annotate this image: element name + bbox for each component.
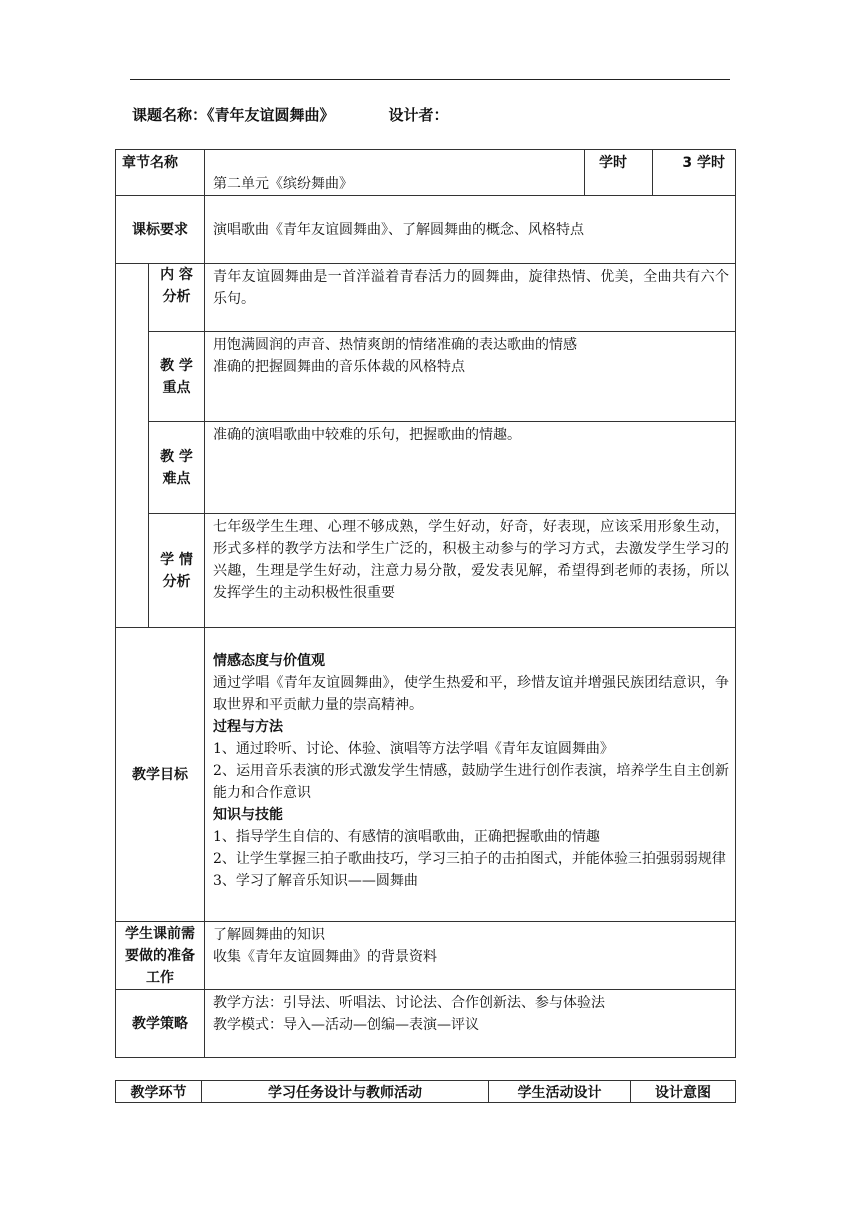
strategy-label: 教学策略 (116, 990, 205, 1058)
key-point-1: 用饱满圆润的声音、热情爽朗的情绪准确的表达歌曲的情感 (213, 337, 577, 353)
difficulties-label (149, 422, 205, 514)
top-rule (130, 79, 730, 80)
student-analysis-row (116, 514, 736, 628)
curriculum-label: 课标要求 (116, 196, 205, 264)
chapter-row (116, 150, 736, 196)
strategy-value (205, 990, 736, 1058)
key-points-value (205, 332, 736, 422)
preparation-item-2: 收集《青年友谊圆舞曲》的背景资料 (213, 949, 437, 965)
objectives-value (205, 628, 736, 922)
strategy-row (116, 990, 736, 1058)
objectives-heading-knowledge: 知识与技能 (213, 807, 283, 823)
difficulties-value: 准确的演唱歌曲中较难的乐句，把握歌曲的情趣。 (205, 422, 736, 514)
preparation-label: 学生课前需要做的准备工作 (116, 922, 205, 990)
objectives-text-knowledge-3: 3、学习了解音乐知识——圆舞曲 (213, 873, 418, 889)
chapter-label: 章节名称 (116, 150, 205, 196)
student-analysis-value: 七年级学生生理、心理不够成熟，学生好动，好奇，好表现，应该采用形象生动，形式多样的教学方法和学生广泛的，积极主动参与的学习方式，去激发学生学习的兴趣，生理是学生好动，注意力易分散，爱发表见解，希望得到老师的表扬，所以发挥学生的主动积极性很重要 (205, 514, 736, 628)
objectives-text-emotion: 通过学唱《青年友谊圆舞曲》，使学生热爱和平，珍惜友谊并增强民族团结意识，争取世界和平贡献力量的崇高精神。 (213, 675, 729, 713)
preparation-item-1: 了解圆舞曲的知识 (213, 927, 325, 943)
key-points-row (116, 332, 736, 422)
objectives-label: 教学目标 (116, 628, 205, 922)
curriculum-value: 演唱歌曲《青年友谊圆舞曲》、了解圆舞曲的概念、风格特点 (205, 196, 736, 264)
difficulties-label-text: 教 学 难点 (160, 448, 193, 487)
key-points-label (149, 332, 205, 422)
student-analysis-label-text: 学 情 分析 (160, 551, 193, 590)
difficulties-row (116, 422, 736, 514)
teaching-process-header-table (115, 1080, 736, 1103)
objectives-text-process-2: 2、运用音乐表演的形式激发学生情感，鼓励学生进行创作表演，培养学生自主创新能力和合作意识 (213, 763, 729, 801)
title-line (132, 104, 449, 125)
student-analysis-label (149, 514, 205, 628)
objectives-row (116, 628, 736, 922)
key-point-2: 准确的把握圆舞曲的音乐体裁的风格特点 (213, 359, 465, 375)
content-analysis-row (116, 264, 736, 332)
strategy-mode: 教学模式：导入—活动—创编—表演—评议 (213, 1017, 479, 1033)
col-teacher-activity: 学习任务设计与教师活动 (202, 1081, 489, 1103)
lesson-plan-table (115, 149, 736, 1058)
objectives-heading-process: 过程与方法 (213, 719, 283, 735)
preparation-value (205, 922, 736, 990)
col-design-intent: 设计意图 (631, 1081, 736, 1103)
objectives-heading-emotion: 情感态度与价值观 (213, 653, 325, 669)
indent-column (116, 264, 149, 628)
course-title: 课题名称：《青年友谊圆舞曲》 (132, 106, 335, 124)
col-teaching-stage: 教学环节 (116, 1081, 202, 1103)
teaching-process-header-row (116, 1081, 736, 1103)
chapter-value: 第二单元《缤纷舞曲》 (205, 150, 585, 196)
objectives-text-knowledge-2: 2、让学生掌握三拍子歌曲技巧，学习三拍子的击拍图式，并能体验三拍强弱弱规律 (213, 851, 726, 867)
preparation-row (116, 922, 736, 990)
objectives-text-process-1: 1、通过聆听、讨论、体验、演唱等方法学唱《青年友谊圆舞曲》 (213, 741, 614, 757)
key-points-label-text: 教 学 重点 (160, 357, 193, 396)
curriculum-row (116, 196, 736, 264)
objectives-text-knowledge-1: 1、指导学生自信的、有感情的演唱歌曲，正确把握歌曲的情趣 (213, 829, 600, 845)
hours-value: 3 学时 (653, 150, 736, 196)
content-analysis-value: 青年友谊圆舞曲是一首洋溢着青春活力的圆舞曲，旋律热情、优美，全曲共有六个乐句。 (205, 264, 736, 332)
content-analysis-label-text: 内 容 分析 (160, 267, 193, 305)
hours-label: 学时 (585, 150, 653, 196)
col-student-activity: 学生活动设计 (489, 1081, 631, 1103)
strategy-methods: 教学方法：引导法、听唱法、讨论法、合作创新法、参与体验法 (213, 995, 605, 1011)
designer-label: 设计者： (388, 106, 449, 124)
content-analysis-label (149, 264, 205, 332)
